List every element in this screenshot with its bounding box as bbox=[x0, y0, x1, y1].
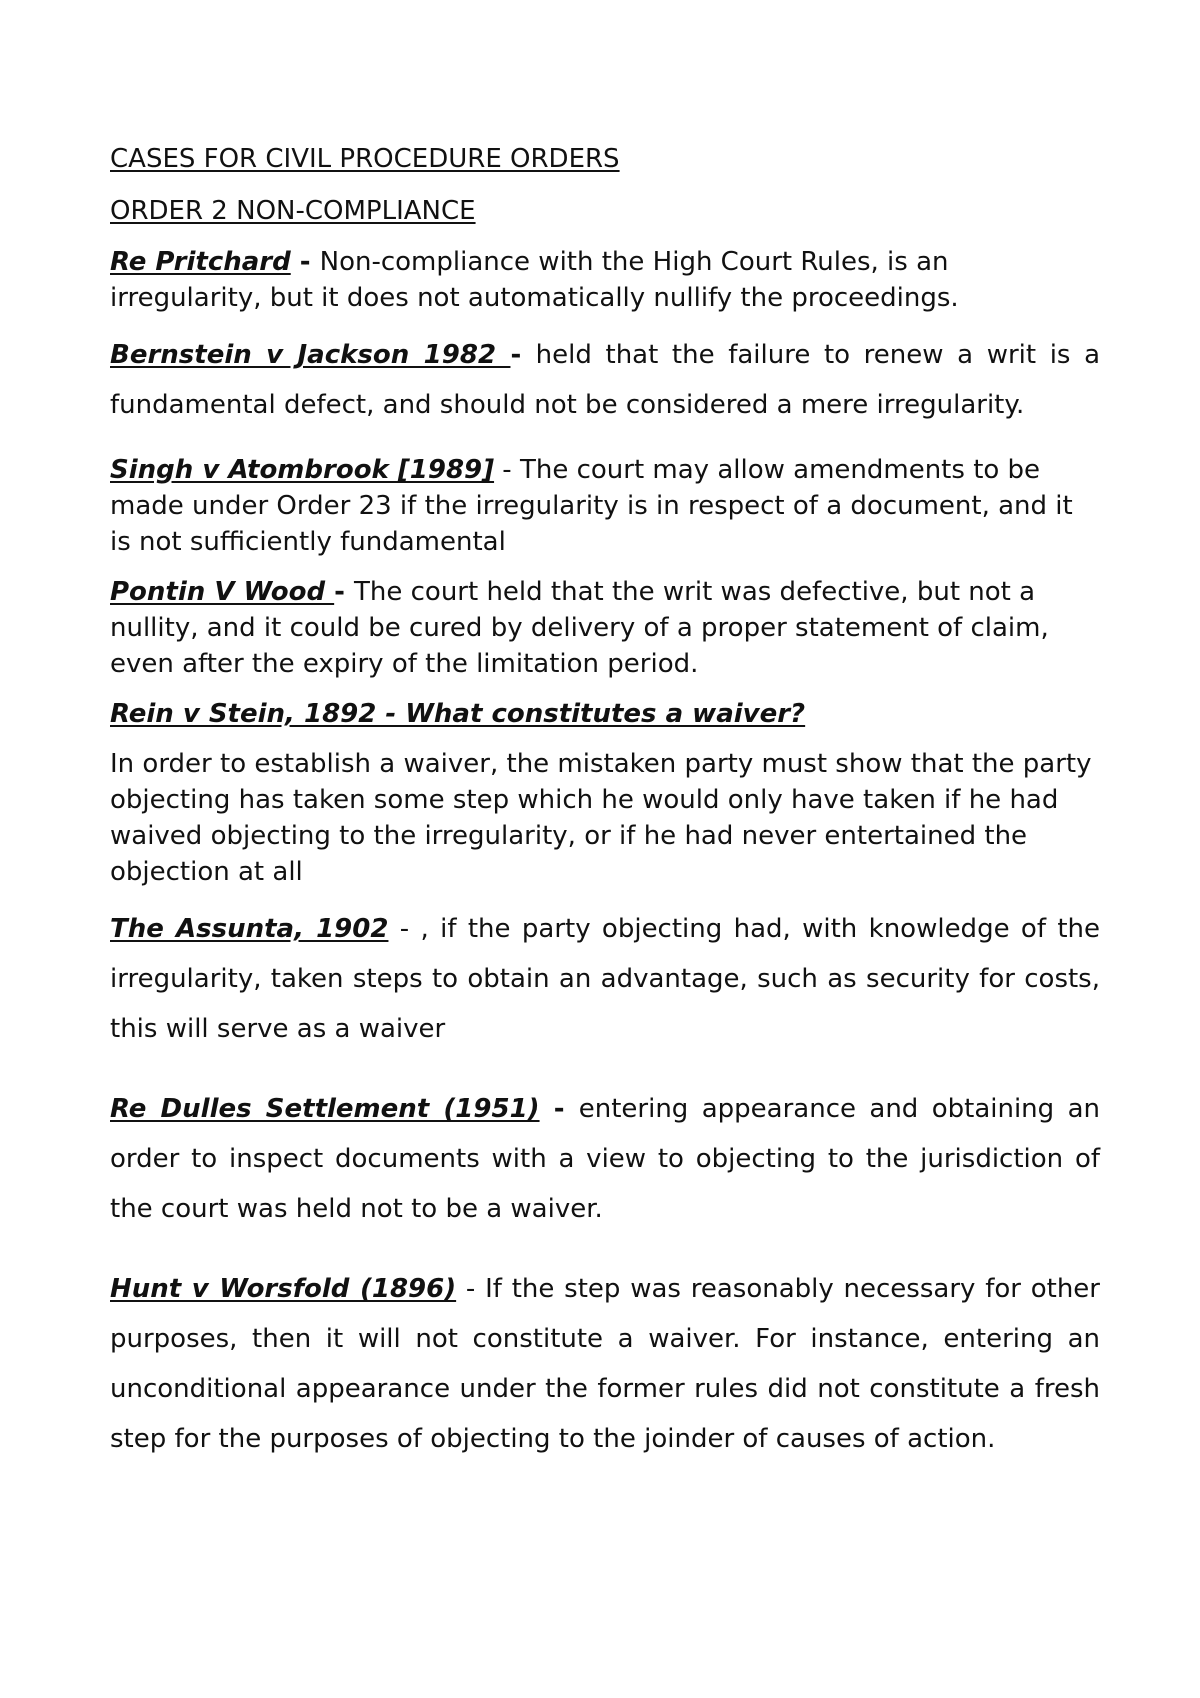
case-entry-re-dulles-settlement bbox=[110, 1084, 1100, 1234]
document-subtitle: ORDER 2 NON-COMPLIANCE bbox=[110, 196, 476, 226]
case-name: Bernstein v Jackson 1982 bbox=[110, 340, 511, 370]
case-separator: - bbox=[510, 340, 536, 370]
case-name: Re Dulles Settlement (1951) bbox=[110, 1094, 540, 1124]
document-page bbox=[110, 142, 1100, 1464]
case-entry-re-pritchard bbox=[110, 244, 1100, 316]
case-entry-singh-v-atombrook bbox=[110, 452, 1100, 560]
case-name: Rein v Stein, 1892 - What constitutes a waiver? bbox=[110, 699, 806, 729]
case-name: Singh v Atombrook [1989] bbox=[110, 455, 495, 485]
case-text: , if the party objecting had, with knowledge of the irregularity, taken steps to obtain an advantage, such as security for costs, this will serve as a waiver bbox=[110, 914, 1100, 1044]
case-name: Pontin V Wood bbox=[110, 577, 335, 607]
case-entry-hunt-v-worsfold bbox=[110, 1264, 1100, 1464]
case-text: held that the failure to renew a writ is a fundamental defect, and should not be considered a mere irregularity. bbox=[110, 340, 1101, 420]
case-entry-bernstein-v-jackson bbox=[110, 330, 1100, 430]
case-text: Non-compliance with the High Court Rules, is an irregularity, but it does not automatically nullify the proceedings. bbox=[110, 247, 959, 313]
case-name: Hunt v Worsfold (1896) bbox=[110, 1274, 457, 1304]
case-separator: - bbox=[388, 914, 421, 944]
case-text: The court may allow amendments to be made under Order 23 if the irregularity is in respect of a document, and it is not sufficiently fundamental bbox=[110, 455, 1073, 557]
case-separator: - bbox=[334, 577, 354, 607]
case-text: The court held that the writ was defective, but not a nullity, and it could be cured by delivery of a proper statement of claim, even after the expiry of the limitation period. bbox=[110, 577, 1049, 679]
case-text: If the step was reasonably necessary for other purposes, then it will not constitute a waiver. For instance, entering an unconditional appearance under the former rules did not constitute a fresh step for the purposes of objecting to the joinder of causes of action. bbox=[110, 1274, 1100, 1454]
case-entry-the-assunta bbox=[110, 904, 1100, 1054]
case-name: Re Pritchard bbox=[110, 247, 291, 277]
waiver-explanation bbox=[110, 746, 1100, 890]
case-separator: - bbox=[494, 455, 520, 485]
case-separator: - bbox=[456, 1274, 486, 1304]
case-entry-pontin-v-wood bbox=[110, 574, 1100, 682]
case-text: entering appearance and obtaining an order to inspect documents with a view to objecting to the jurisdiction of the court was held not to be a waiver. bbox=[110, 1094, 1100, 1224]
document-title: CASES FOR CIVIL PROCEDURE ORDERS bbox=[110, 144, 620, 174]
case-name: The Assunta, 1902 bbox=[110, 914, 389, 944]
case-text: In order to establish a waiver, the mistaken party must show that the party objecting has taken some step which he would only have taken if he had waived objecting to the irregularity, or if he had never entertained the objection at all bbox=[110, 749, 1092, 887]
case-separator: - bbox=[290, 247, 320, 277]
case-separator: - bbox=[539, 1094, 579, 1124]
case-entry-rein-v-stein bbox=[110, 696, 1100, 732]
